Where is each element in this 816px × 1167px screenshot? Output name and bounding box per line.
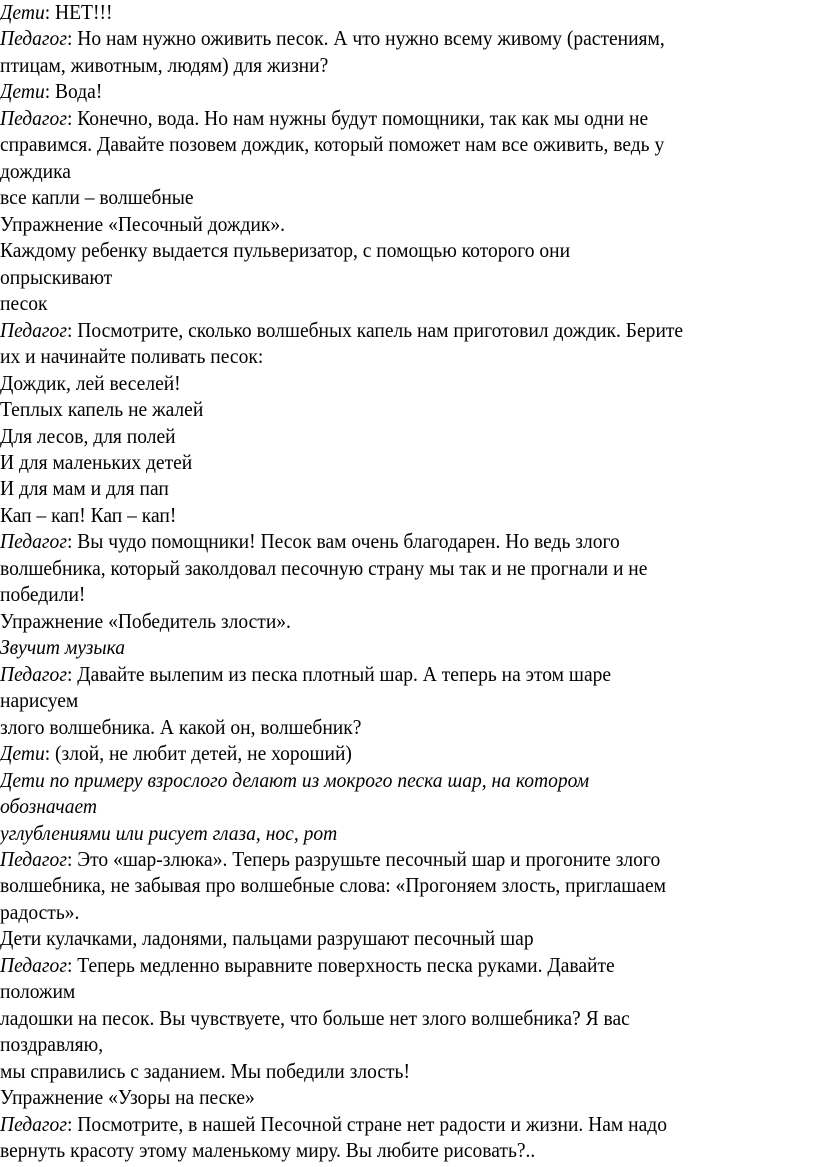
text-line bbox=[0, 714, 759, 740]
line-text: птицам, животным, людям) для жизни? bbox=[0, 52, 329, 77]
speaker-label: углублениями или рисует глаза, нос, рот bbox=[0, 820, 338, 845]
text-line bbox=[0, 793, 759, 819]
line-text: Для лесов, для полей bbox=[0, 423, 176, 448]
speaker-label: Педагог bbox=[0, 105, 67, 130]
text-line bbox=[0, 52, 759, 78]
line-text: песок bbox=[0, 291, 48, 316]
text-line bbox=[0, 475, 759, 501]
line-text: : Но нам нужно оживить песок. А что нужно всему живому (растениям, bbox=[66, 26, 665, 51]
text-line bbox=[0, 1058, 759, 1084]
text-line bbox=[0, 158, 759, 184]
text-line bbox=[0, 131, 759, 157]
line-text: Упражнение «Победитель злости». bbox=[0, 608, 291, 633]
speaker-label: Педагог bbox=[0, 317, 67, 342]
text-line bbox=[0, 1005, 759, 1031]
line-text: нарисуем bbox=[0, 688, 79, 713]
text-line bbox=[0, 1111, 759, 1137]
line-text: : Посмотрите, сколько волшебных капель нам приготовил дождик. Берите bbox=[66, 317, 684, 342]
line-text: : Давайте вылепим из песка плотный шар. А теперь на этом шаре bbox=[66, 661, 612, 686]
line-text: волшебника, который заколдовал песочную страну мы так и не прогнали и не bbox=[0, 555, 648, 580]
speaker-label: Педагог bbox=[0, 661, 67, 686]
text-line bbox=[0, 740, 759, 766]
text-line bbox=[0, 317, 759, 343]
text-line bbox=[0, 25, 759, 51]
line-text: Теплых капель не жалей bbox=[0, 397, 204, 422]
text-line bbox=[0, 105, 759, 131]
text-line bbox=[0, 1031, 759, 1057]
text-line bbox=[0, 0, 759, 25]
text-line bbox=[0, 343, 759, 369]
speaker-label: Педагог bbox=[0, 529, 67, 554]
line-text: : Теперь медленно выравните поверхность песка руками. Давайте bbox=[66, 952, 615, 977]
text-line bbox=[0, 820, 759, 846]
line-text: : Конечно, вода. Но нам нужны будут помощники, так как мы одни не bbox=[66, 105, 649, 130]
line-text: злого волшебника. А какой он, волшебник? bbox=[0, 714, 362, 739]
text-line bbox=[0, 687, 759, 713]
line-text: все капли – волшебные bbox=[0, 185, 194, 210]
line-text: И для маленьких детей bbox=[0, 449, 193, 474]
text-line bbox=[0, 581, 759, 607]
text-line bbox=[0, 952, 759, 978]
text-line bbox=[0, 184, 759, 210]
line-text: Каждому ребенку выдается пульверизатор, с помощью которого они bbox=[0, 238, 571, 263]
text-line bbox=[0, 846, 759, 872]
speaker-label: обозначает bbox=[0, 794, 97, 819]
text-line bbox=[0, 872, 759, 898]
text-line bbox=[0, 899, 759, 925]
text-line bbox=[0, 449, 759, 475]
text-line bbox=[0, 925, 759, 951]
speaker-label: Дети bbox=[0, 79, 45, 104]
line-text: опрыскивают bbox=[0, 264, 113, 289]
line-text: : (злой, не любит детей, не хороший) bbox=[44, 741, 352, 766]
line-text: : Вода! bbox=[44, 79, 103, 104]
line-text: победили! bbox=[0, 582, 86, 607]
text-line bbox=[0, 661, 759, 687]
text-line bbox=[0, 555, 759, 581]
line-text: И для мам и для пап bbox=[0, 476, 169, 501]
speaker-label: Дети по примеру взрослого делают из мокрого песка шар, на котором bbox=[0, 767, 590, 792]
speaker-label: Дети bbox=[0, 0, 45, 24]
text-line bbox=[0, 237, 759, 263]
text-line bbox=[0, 978, 759, 1004]
line-text: справимся. Давайте позовем дождик, который поможет нам все оживить, ведь у bbox=[0, 132, 665, 157]
text-line bbox=[0, 1137, 759, 1163]
line-text: положим bbox=[0, 979, 76, 1004]
text-line bbox=[0, 290, 759, 316]
text-line bbox=[0, 211, 759, 237]
line-text: мы справились с заданием. Мы победили злость! bbox=[0, 1058, 410, 1083]
speaker-label: Педагог bbox=[0, 26, 67, 51]
speaker-label: Дети bbox=[0, 741, 45, 766]
text-line bbox=[0, 634, 759, 660]
line-text: Упражнение «Песочный дождик». bbox=[0, 211, 285, 236]
text-line bbox=[0, 608, 759, 634]
line-text: дождика bbox=[0, 158, 71, 183]
text-line bbox=[0, 370, 759, 396]
speaker-label: Педагог bbox=[0, 1111, 67, 1136]
line-text: Дождик, лей веселей! bbox=[0, 370, 181, 395]
line-text: Дети кулачками, ладонями, пальцами разрушают песочный шар bbox=[0, 926, 534, 951]
text-line bbox=[0, 767, 759, 793]
speaker-label: Педагог bbox=[0, 847, 67, 871]
line-text: Упражнение «Узоры на песке» bbox=[0, 1085, 255, 1110]
line-text: поздравляю, bbox=[0, 1032, 104, 1057]
text-line bbox=[0, 502, 759, 528]
line-text: : Это «шар-злюка». Теперь разрушьте песочный шар и прогоните злого bbox=[66, 847, 661, 871]
text-line bbox=[0, 396, 759, 422]
line-text: Кап – кап! Кап – кап! bbox=[0, 502, 177, 527]
line-text: вернуть красоту этому маленькому миру. Вы любите рисовать?.. bbox=[0, 1138, 536, 1163]
line-text: радость». bbox=[0, 899, 80, 924]
line-text: ладошки на песок. Вы чувствуете, что больше нет злого волшебника? Я вас bbox=[0, 1005, 630, 1030]
line-text: : НЕТ!!! bbox=[44, 0, 113, 24]
line-text: : Вы чудо помощники! Песок вам очень благодарен. Но ведь злого bbox=[66, 529, 620, 554]
text-line bbox=[0, 1084, 759, 1110]
speaker-label: Педагог bbox=[0, 952, 67, 977]
line-text: : Посмотрите, в нашей Песочной стране нет радости и жизни. Нам надо bbox=[66, 1111, 667, 1136]
line-text: их и начинайте поливать песок: bbox=[0, 344, 264, 369]
text-line bbox=[0, 78, 759, 104]
speaker-label: Звучит музыка bbox=[0, 635, 126, 660]
text-line bbox=[0, 264, 759, 290]
line-text: волшебника, не забывая про волшебные слова: «Прогоняем злость, приглашаем bbox=[0, 873, 667, 898]
text-line bbox=[0, 423, 759, 449]
text-line bbox=[0, 528, 759, 554]
